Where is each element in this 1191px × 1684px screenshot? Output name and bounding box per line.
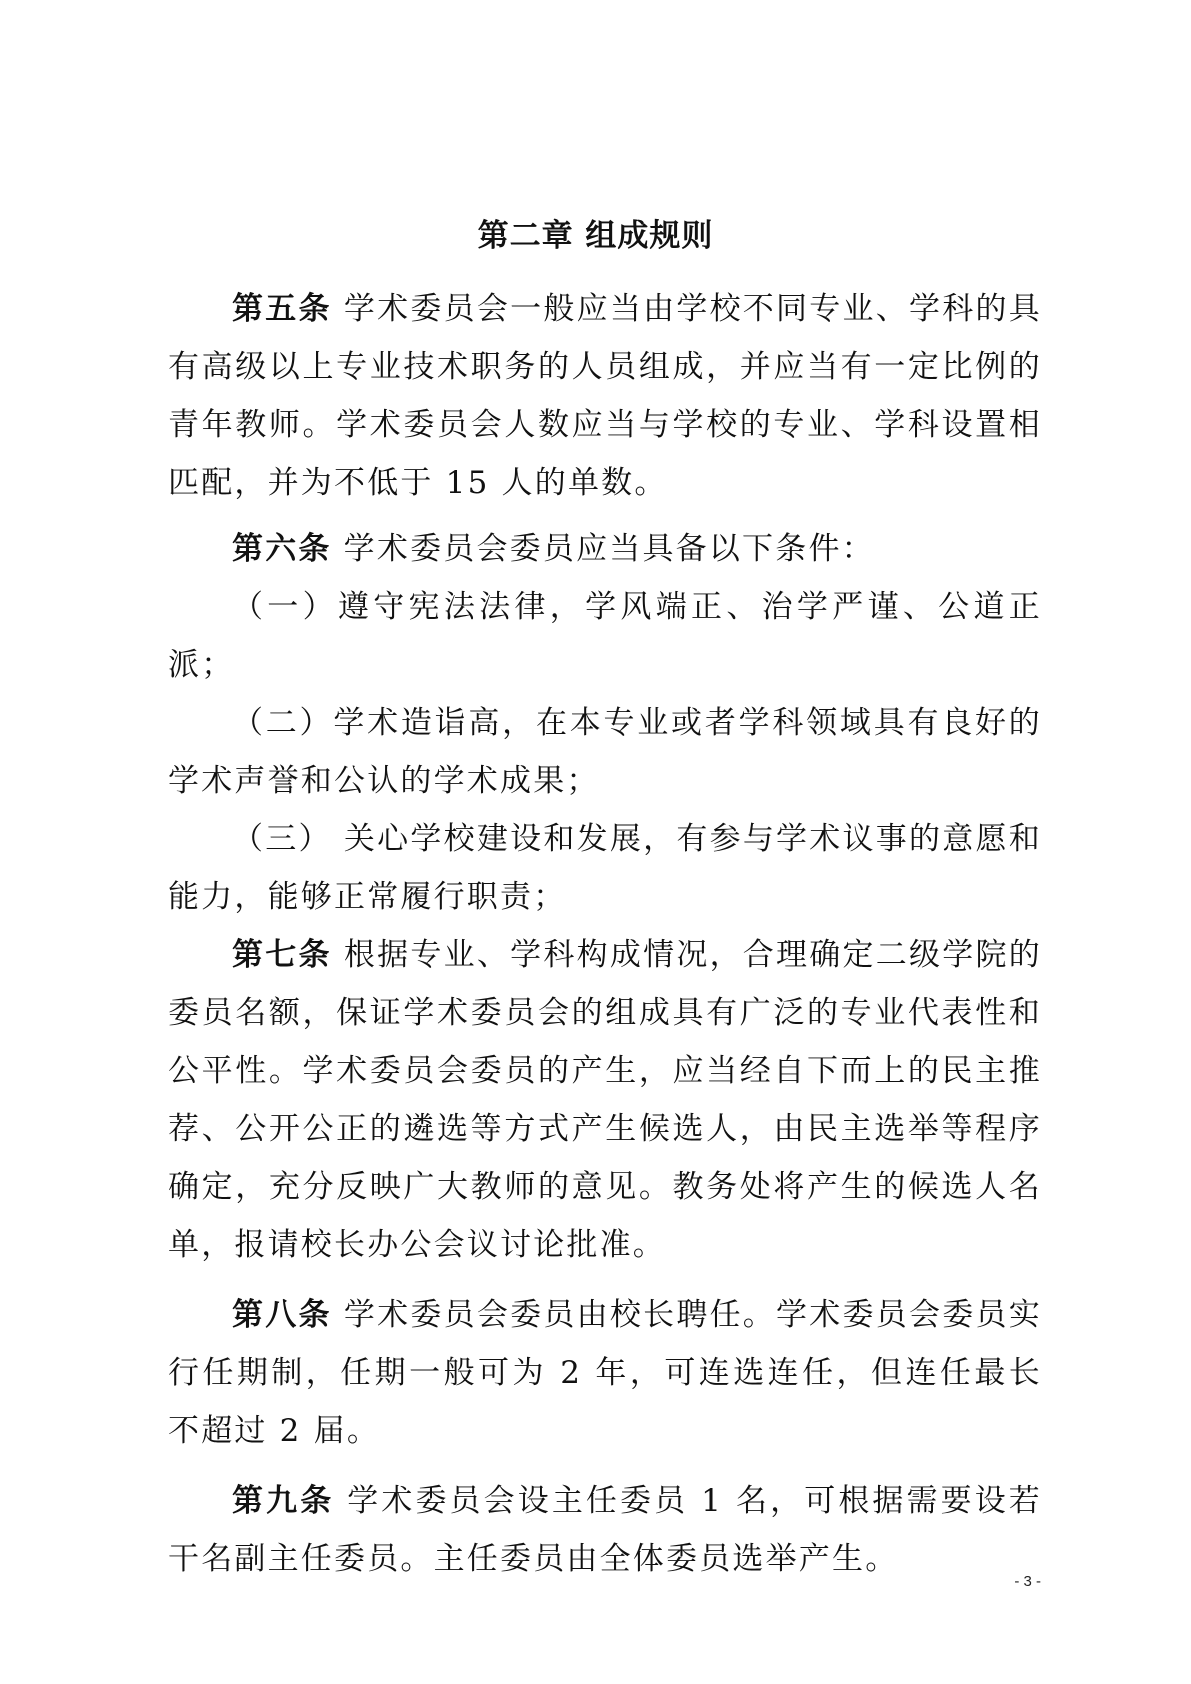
- article-6: [168, 520, 1042, 578]
- document-body: [168, 280, 1042, 1588]
- article-text: 学术委员会委员应当具备以下条件：: [331, 531, 875, 567]
- list-item: （二）学术造诣高，在本专业或者学科领域具有良好的学术声誉和公认的学术成果；: [168, 705, 1042, 799]
- article-label: 第六条: [232, 531, 332, 567]
- article-label: 第七条: [232, 937, 332, 973]
- article-text: 学术委员会设主任委员 1 名，可根据需要设若干名副主任委员。主任委员由全体委员选举产生。: [168, 1483, 1042, 1577]
- article-text: 根据专业、学科构成情况，合理确定二级学院的委员名额，保证学术委员会的组成具有广泛的专业代表性和公平性。学术委员会委员的产生，应当经自下而上的民主推荐、公开公正的遴选等方式产生候选人，由民主选举等程序确定，充分反映广大教师的意见。教务处将产生的候选人名单，报请校长办公会议讨论批准。: [168, 937, 1042, 1263]
- chapter-title: 第二章 组成规则: [477, 218, 714, 254]
- article-text: 学术委员会一般应当由学校不同专业、学科的具有高级以上专业技术职务的人员组成，并应当有一定比例的青年教师。学术委员会人数应当与学校的专业、学科设置相匹配，并为不低于 15 人的单数。: [168, 291, 1042, 501]
- article-7: [168, 926, 1042, 1274]
- list-item: （一）遵守宪法法律，学风端正、治学严谨、公道正派；: [168, 589, 1042, 683]
- article-9: [168, 1472, 1042, 1588]
- article-text: 学术委员会委员由校长聘任。学术委员会委员实行任期制，任期一般可为 2 年，可连选连任，但连任最长不超过 2 届。: [168, 1297, 1042, 1449]
- article-8: [168, 1286, 1042, 1460]
- article-5: [168, 280, 1042, 512]
- article-label: 第五条: [232, 291, 332, 327]
- article-label: 第九条: [232, 1483, 335, 1519]
- article-label: 第八条: [232, 1297, 332, 1333]
- page-number: - 3 -: [1014, 1573, 1041, 1590]
- list-item: （三） 关心学校建设和发展，有参与学术议事的意愿和能力，能够正常履行职责；: [168, 821, 1042, 915]
